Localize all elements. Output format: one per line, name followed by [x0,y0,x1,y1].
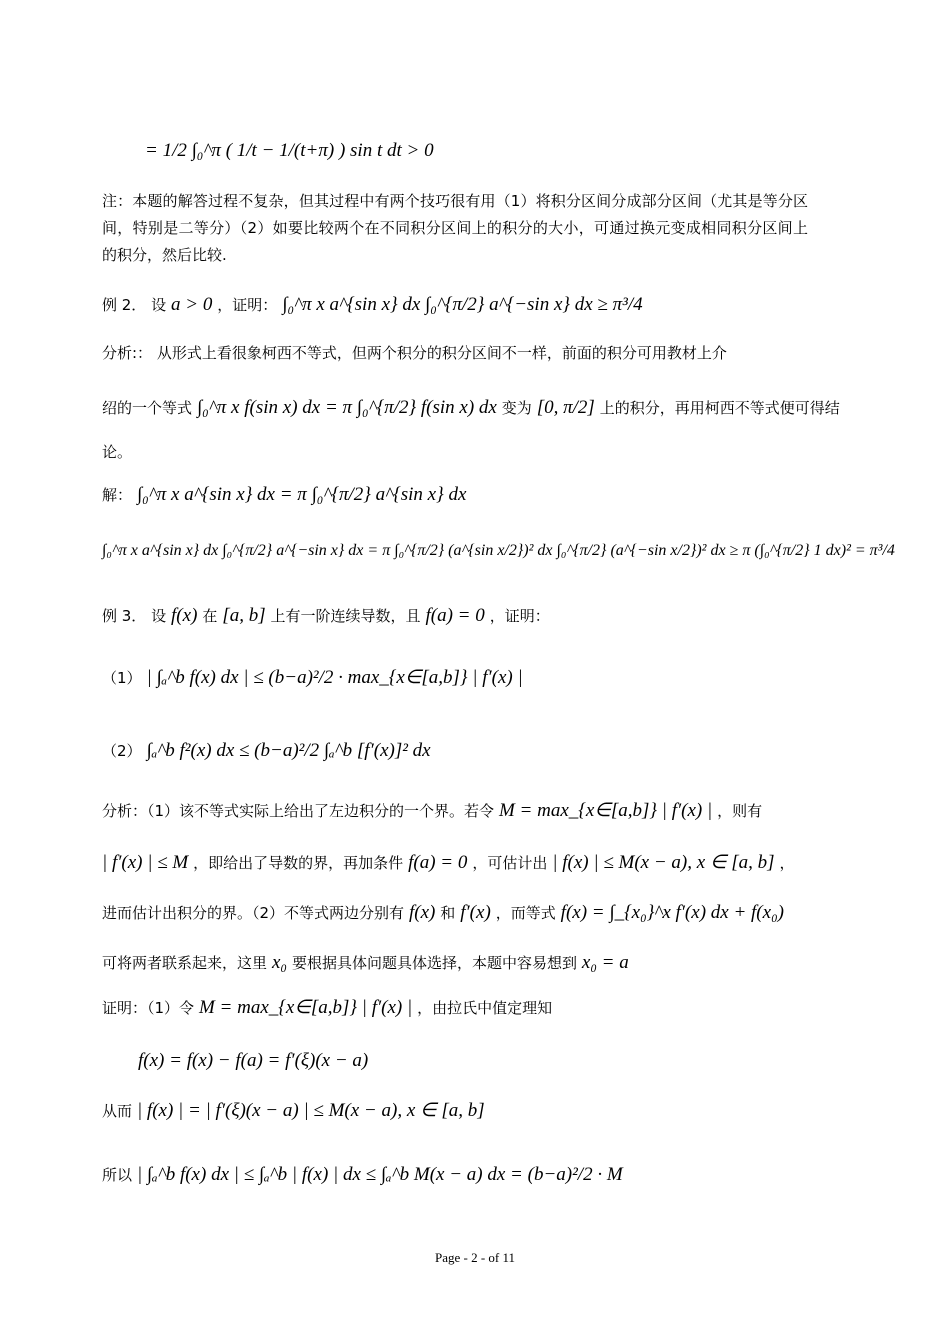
analysis-2-line-2 [102,850,808,877]
solution-formula-2: ∫₀^π x a^{sin x} dx ∫₀^{π/2} a^{−sin x} dx = π ∫₀^{π/2} (a^{sin x/2})² dx ∫₀^{π/2} (a^{−sin x/2})² dx ≥ π (∫₀^{π/2} 1 dx)² = π³/4 [102,542,895,559]
analysis-2-text-i: 可将两者联系起来，这里 [102,954,268,972]
analysis-line-3: 论。 [102,443,133,461]
analysis-2-text-j: 要根据具体问题具体选择，本题中容易想到 [291,954,577,972]
analysis-2-x0: x₀ [271,952,287,973]
so-formula: | ∫ₐ^b f(x) dx | ≤ ∫ₐ^b | f(x) | dx ≤ ∫ₐ^b M(x − a) dx = (b−a)²/2 · M [136,1164,623,1185]
proof-line-1 [102,995,808,1022]
analysis-2-condition: f(a) = 0 [408,852,468,873]
thus-label: 从而 [102,1102,133,1120]
example-2-statement [102,292,808,319]
example-3-text-b: 在 [202,607,218,625]
example-2-condition: a > 0 [171,294,213,315]
proof-text-a: 证明：（1）令 [102,999,195,1017]
analysis-text-c: 上的积分，再用柯西不等式便可得结 [599,399,840,417]
part-1-label: （1） [102,669,142,687]
analysis-2-text-g: 和 [440,904,456,922]
solution-formula-1: ∫₀^π x a^{sin x} dx = π ∫₀^{π/2} a^{sin x} dx [136,484,467,505]
proof-so-line [102,1162,808,1189]
example-2-formula: ∫₀^π x a^{sin x} dx ∫₀^{π/2} a^{−sin x} dx ≥ π³/4 [282,294,643,315]
proof-mean-value: f(x) = f(x) − f(a) = f′(ξ)(x − a) [138,1050,369,1071]
derivative-bound: | f′(x) | ≤ M [102,852,189,873]
solution-line-1 [102,482,808,509]
example-3-label: 例 3． 设 [102,607,167,625]
example-2-prove: ，证明： [217,296,278,314]
so-label: 所以 [102,1166,133,1184]
analysis-2-fprime: f′(x) [460,902,491,923]
example-3-interval: [a, b] [222,605,266,626]
part-2-formula: ∫ₐ^b f²(x) dx ≤ (b−a)²/2 ∫ₐ^b [f′(x)]² dx [146,740,431,761]
proof-M: M = max_{x∈[a,b]} | f′(x) | [198,997,413,1018]
analysis-2-text-a: 分析：（1）该不等式实际上给出了左边积分的一个界。若令 [102,802,495,820]
part-2-label: （2） [102,742,142,760]
analysis-2-f: f(x) [408,902,436,923]
analysis-2-equation: f(x) = ∫_{x₀}^x f′(x) dx + f(x₀) [560,902,784,923]
example-2-label: 例 2． 设 [102,296,167,314]
analysis-2-line-4 [102,950,808,977]
analysis-line-2 [102,395,840,422]
analysis-text-a: 绍的一个等式 [102,399,193,417]
example-3-text-c: 上有一阶连续导数，且 [270,607,421,625]
part-1-statement [102,665,808,692]
solution-label: 解： [102,486,133,504]
formula-line-1: = 1/2 ∫₀^π ( 1/t − 1/(t+π) ) sin t dt > 0 [145,140,434,161]
proof-thus-line [102,1098,808,1125]
note-paragraph: 注：本题的解答过程不复杂，但其过程中有两个技巧很有用（1）将积分区间分成部分区间（尤其是等分区间，特别是二等分）（2）如要比较两个在不同积分区间上的积分的大小，可通过换元变成相同积分区间上的积分，然后比较. [102,192,808,264]
part-1-formula: | ∫ₐ^b f(x) dx | ≤ (b−a)²/2 · max_{x∈[a,b]} | f′(x) | [146,667,523,688]
analysis-2-text-c: ，即给出了导数的界，再加条件 [193,854,404,872]
analysis-2-text-e: ， [779,854,795,872]
analysis-line-1: 分析:： 从形式上看很象柯西不等式，但两个积分的积分区间不一样，前面的积分可用教材上介 [102,344,727,362]
proof-text-b: ，由拉氏中值定理知 [417,999,553,1017]
analysis-2-estimate: | f(x) | ≤ M(x − a), x ∈ [a, b] [552,852,775,873]
analysis-2-text-b: ，则有 [717,802,763,820]
analysis-formula: ∫₀^π x f(sin x) dx = π ∫₀^{π/2} f(sin x) dx [196,397,497,418]
analysis-text-b: 变为 [501,399,532,417]
analysis-2-text-d: ，可估计出 [472,854,548,872]
analysis-2-M: M = max_{x∈[a,b]} | f′(x) | [498,800,713,821]
analysis-interval: [0, π/2] [536,397,595,418]
analysis-2-text-h: ，而等式 [495,904,556,922]
thus-formula: | f(x) | = | f′(ξ)(x − a) | ≤ M(x − a), x ∈ [a, b] [136,1100,485,1121]
analysis-2-text-f: 进而估计出积分的界。（2）不等式两边分别有 [102,904,405,922]
page-footer: Page - 2 - of 11 [434,1250,516,1265]
example-3-text-d: ，证明： [489,607,550,625]
analysis-2-x0-eq: x₀ = a [581,952,629,973]
analysis-2-line-3 [102,900,808,927]
example-3-function: f(x) [171,605,198,626]
analysis-2-line-1 [102,798,808,825]
part-2-statement [102,738,808,765]
example-3-condition: f(a) = 0 [425,605,485,626]
example-3-statement [102,603,808,630]
